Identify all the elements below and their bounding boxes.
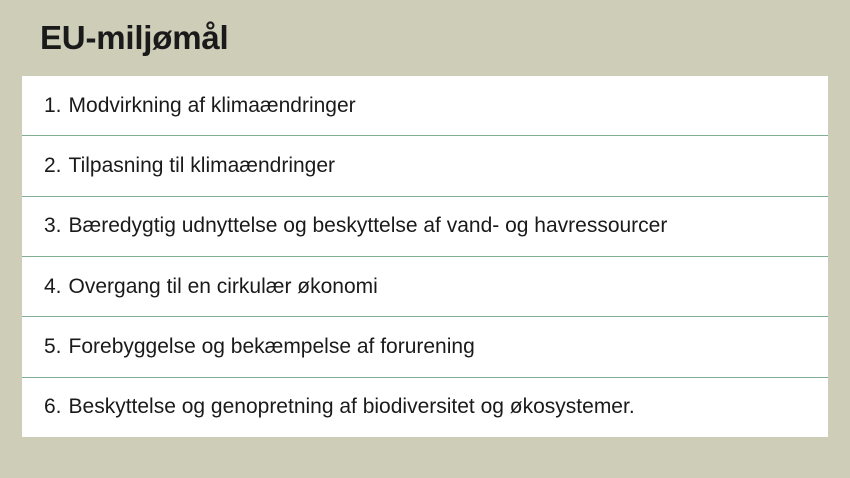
list-item <box>22 197 828 257</box>
list-item <box>22 76 828 136</box>
list-item-number: 6. <box>44 395 62 419</box>
list-item <box>22 257 828 317</box>
list-item <box>22 378 828 437</box>
list-item-number: 3. <box>44 214 62 238</box>
objectives-list <box>22 76 828 437</box>
list-item-number: 1. <box>44 93 62 117</box>
list-item-number: 2. <box>44 153 62 177</box>
list-item-number: 5. <box>44 334 62 358</box>
list-item-label: Beskyttelse og genopretning af biodiversitet og økosystemer. <box>68 395 635 419</box>
page-title: EU-miljømål <box>40 19 229 56</box>
list-item-label: Modvirkning af klimaændringer <box>68 93 356 117</box>
list-item <box>22 317 828 377</box>
list-item <box>22 136 828 196</box>
list-item-number: 4. <box>44 274 62 298</box>
list-item-label: Forebyggelse og bekæmpelse af forurening <box>68 334 475 358</box>
list-item-label: Overgang til en cirkulær økonomi <box>68 274 378 298</box>
list-item-label: Bæredygtig udnyttelse og beskyttelse af vand- og havressourcer <box>68 214 668 238</box>
list-item-label: Tilpasning til klimaændringer <box>68 153 336 177</box>
